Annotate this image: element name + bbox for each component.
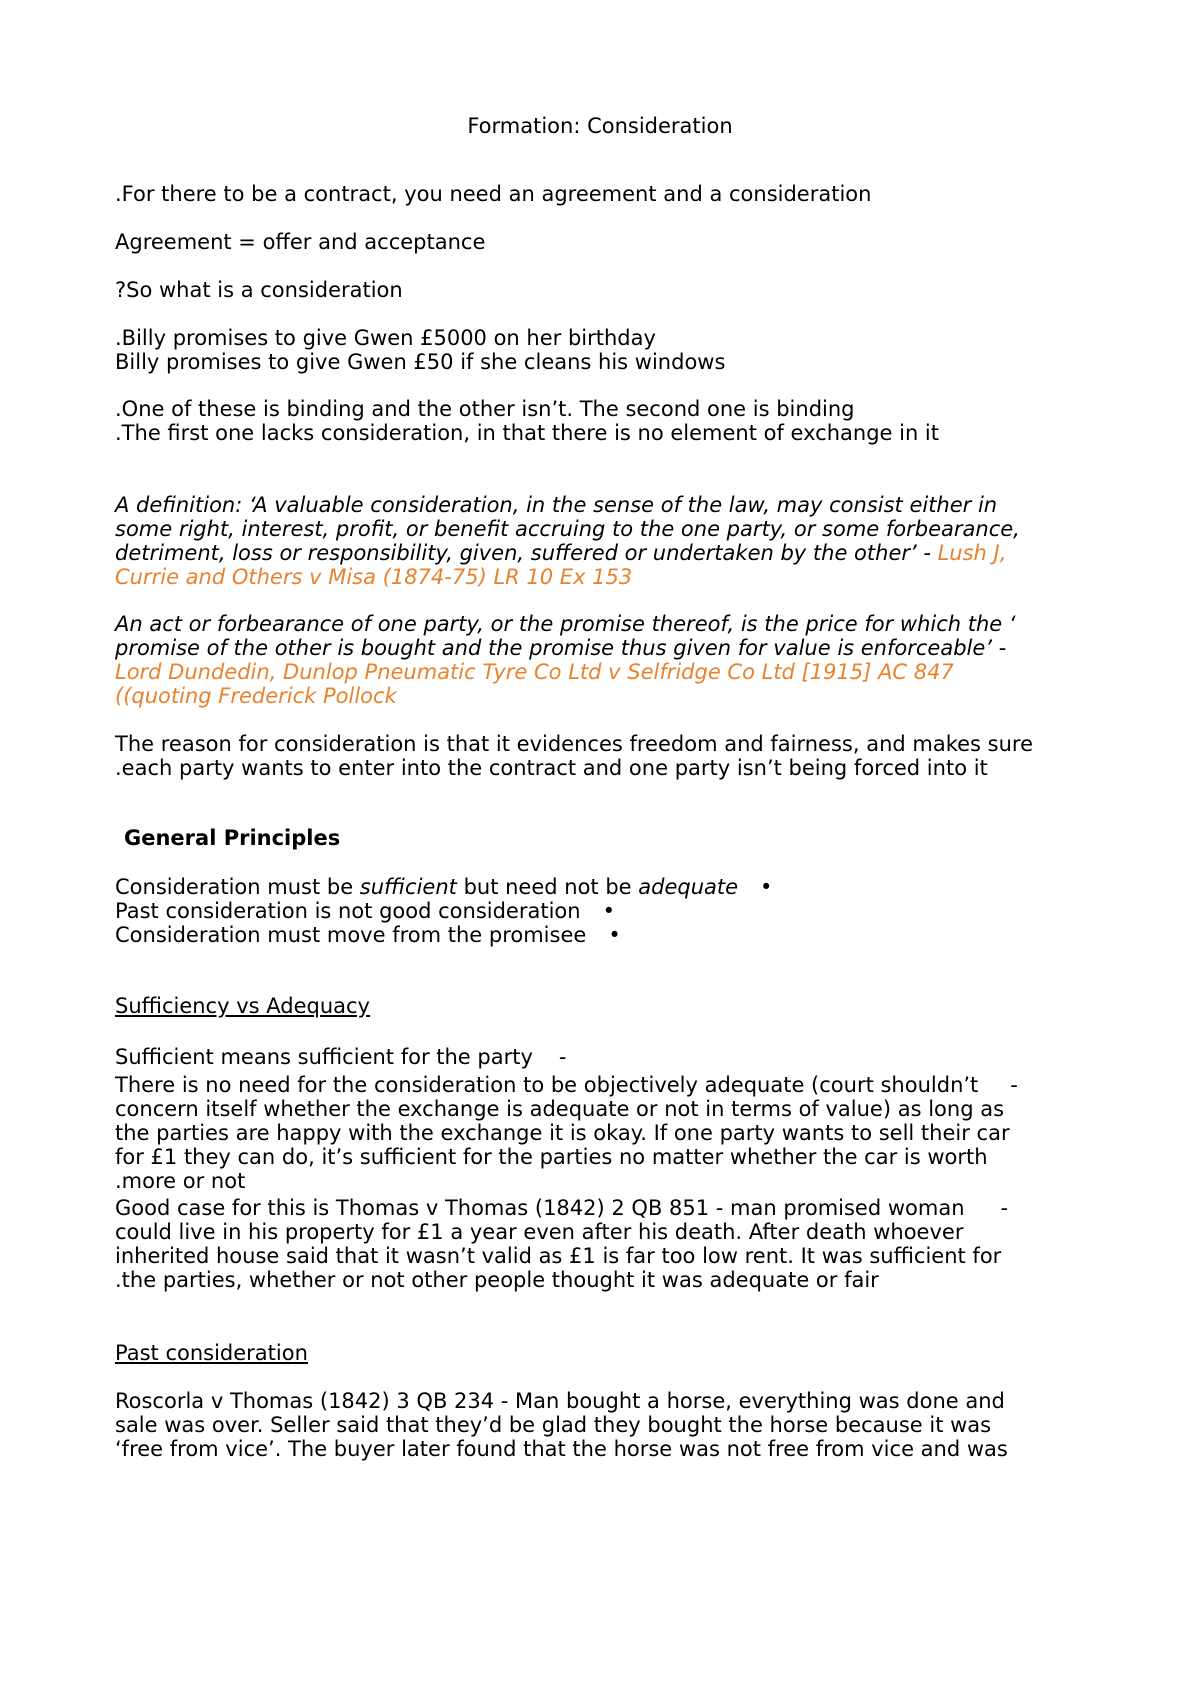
sufficiency-item-2-line-3: the parties are happy with the exchange it is okay. If one party wants to sell their car xyxy=(115,1121,1010,1145)
definition-1-line-1: A definition: ‘A valuable consideration, in the sense of the law, may consist either in xyxy=(115,493,998,517)
heading-past-consideration: Past consideration xyxy=(115,1341,308,1365)
principle-1-mid: but need not be xyxy=(456,875,639,899)
sufficiency-item-3-line-2: could live in his property for £1 a year even after his death. After death whoever xyxy=(115,1220,964,1244)
definition-1-line-2: some right, interest, profit, or benefit accruing to the one party, or some forbearance, xyxy=(115,517,1020,541)
dash-icon: - xyxy=(558,1045,567,1069)
sufficiency-item-3-line-3: inherited house said that it wasn’t valid as £1 is far too low rent. It was sufficient for xyxy=(115,1244,1002,1268)
past-line-1: Roscorla v Thomas (1842) 3 QB 234 - Man bought a horse, everything was done and xyxy=(115,1389,1005,1413)
dash-icon: - xyxy=(1000,1196,1009,1220)
definition-2-line-2: promise of the other is bought and the promise thus given for value is enforceable’ - xyxy=(115,636,1007,660)
principle-1-adequate: adequate xyxy=(638,875,739,899)
heading-general-principles: General Principles xyxy=(124,826,341,850)
definition-1-citation-case: Currie and Others v Misa (1874-75) LR 10 Ex 153 xyxy=(115,565,633,589)
sufficiency-item-2-line-1 xyxy=(115,1072,1018,1098)
sufficiency-item-2-line-2: concern itself whether the exchange is adequate or not in terms of value) as long as xyxy=(115,1097,1005,1121)
definition-2-citation-source: ((quoting Frederick Pollock xyxy=(115,684,397,708)
bullet-icon: • xyxy=(608,923,621,947)
bullet-icon: • xyxy=(602,899,615,923)
principle-item-2 xyxy=(115,898,615,924)
principle-2-text: Past consideration is not good consideration xyxy=(115,899,581,923)
bullet-icon: • xyxy=(760,875,773,899)
definition-1-line-3 xyxy=(115,540,1006,566)
example-line-2: Billy promises to give Gwen £50 if she cleans his windows xyxy=(115,350,726,374)
binding-line-1: .One of these is binding and the other isn’t. The second one is binding xyxy=(115,397,855,421)
principle-3-text: Consideration must move from the promisee xyxy=(115,923,587,947)
page-title: Formation: Consideration xyxy=(467,114,733,138)
principle-1-sufficient: sufficient xyxy=(359,875,457,899)
reason-line-1: The reason for consideration is that it evidences freedom and fairness, and makes sure xyxy=(115,732,1034,756)
dash-icon: - xyxy=(1010,1073,1018,1097)
sufficiency-item-3-line-1 xyxy=(115,1195,1008,1221)
definition-1-text: detriment, loss or responsibility, given, suffered or undertaken by the other’ - xyxy=(115,541,938,565)
example-line-1: .Billy promises to give Gwen £5000 on her birthday xyxy=(115,326,656,350)
sufficiency-item-1 xyxy=(115,1044,566,1070)
sufficiency-3-text: Good case for this is Thomas v Thomas (1842) 2 QB 851 - man promised woman xyxy=(115,1196,965,1220)
heading-sufficiency-vs-adequacy: Sufficiency vs Adequacy xyxy=(115,994,370,1018)
paragraph-agreement: Agreement = offer and acceptance xyxy=(115,230,486,254)
principle-item-3 xyxy=(115,922,621,948)
paragraph-question: ?So what is a consideration xyxy=(115,278,403,302)
definition-2-citation: Lord Dundedin, Dunlop Pneumatic Tyre Co Ltd v Selfridge Co Ltd [1915] AC 847 xyxy=(115,660,954,684)
sufficiency-2-text: There is no need for the consideration to be objectively adequate (court shouldn’t xyxy=(115,1073,979,1097)
definition-1-citation: Lush J, xyxy=(937,541,1007,565)
binding-line-2: .The first one lacks consideration, in that there is no element of exchange in it xyxy=(115,421,940,445)
sufficiency-1-text: Sufficient means sufficient for the party xyxy=(115,1045,533,1069)
sufficiency-item-3-line-4: .the parties, whether or not other people thought it was adequate or fair xyxy=(115,1268,879,1292)
definition-2-line-1: An act or forbearance of one party, or the promise thereof, is the price for which the ‘ xyxy=(115,612,1016,636)
principle-1-pre: Consideration must be xyxy=(115,875,360,899)
sufficiency-item-2-line-4: for £1 they can do, it’s sufficient for the parties no matter whether the car is worth xyxy=(115,1145,988,1169)
past-line-2: sale was over. Seller said that they’d be glad they bought the horse because it was xyxy=(115,1413,992,1437)
sufficiency-item-2-line-5: .more or not xyxy=(115,1169,246,1193)
paragraph-contract-requirement: .For there to be a contract, you need an agreement and a consideration xyxy=(115,182,872,206)
principle-item-1 xyxy=(115,874,772,900)
past-line-3: ‘free from vice’. The buyer later found that the horse was not free from vice and was xyxy=(115,1437,1008,1461)
reason-line-2: .each party wants to enter into the contract and one party isn’t being forced into it xyxy=(115,756,988,780)
